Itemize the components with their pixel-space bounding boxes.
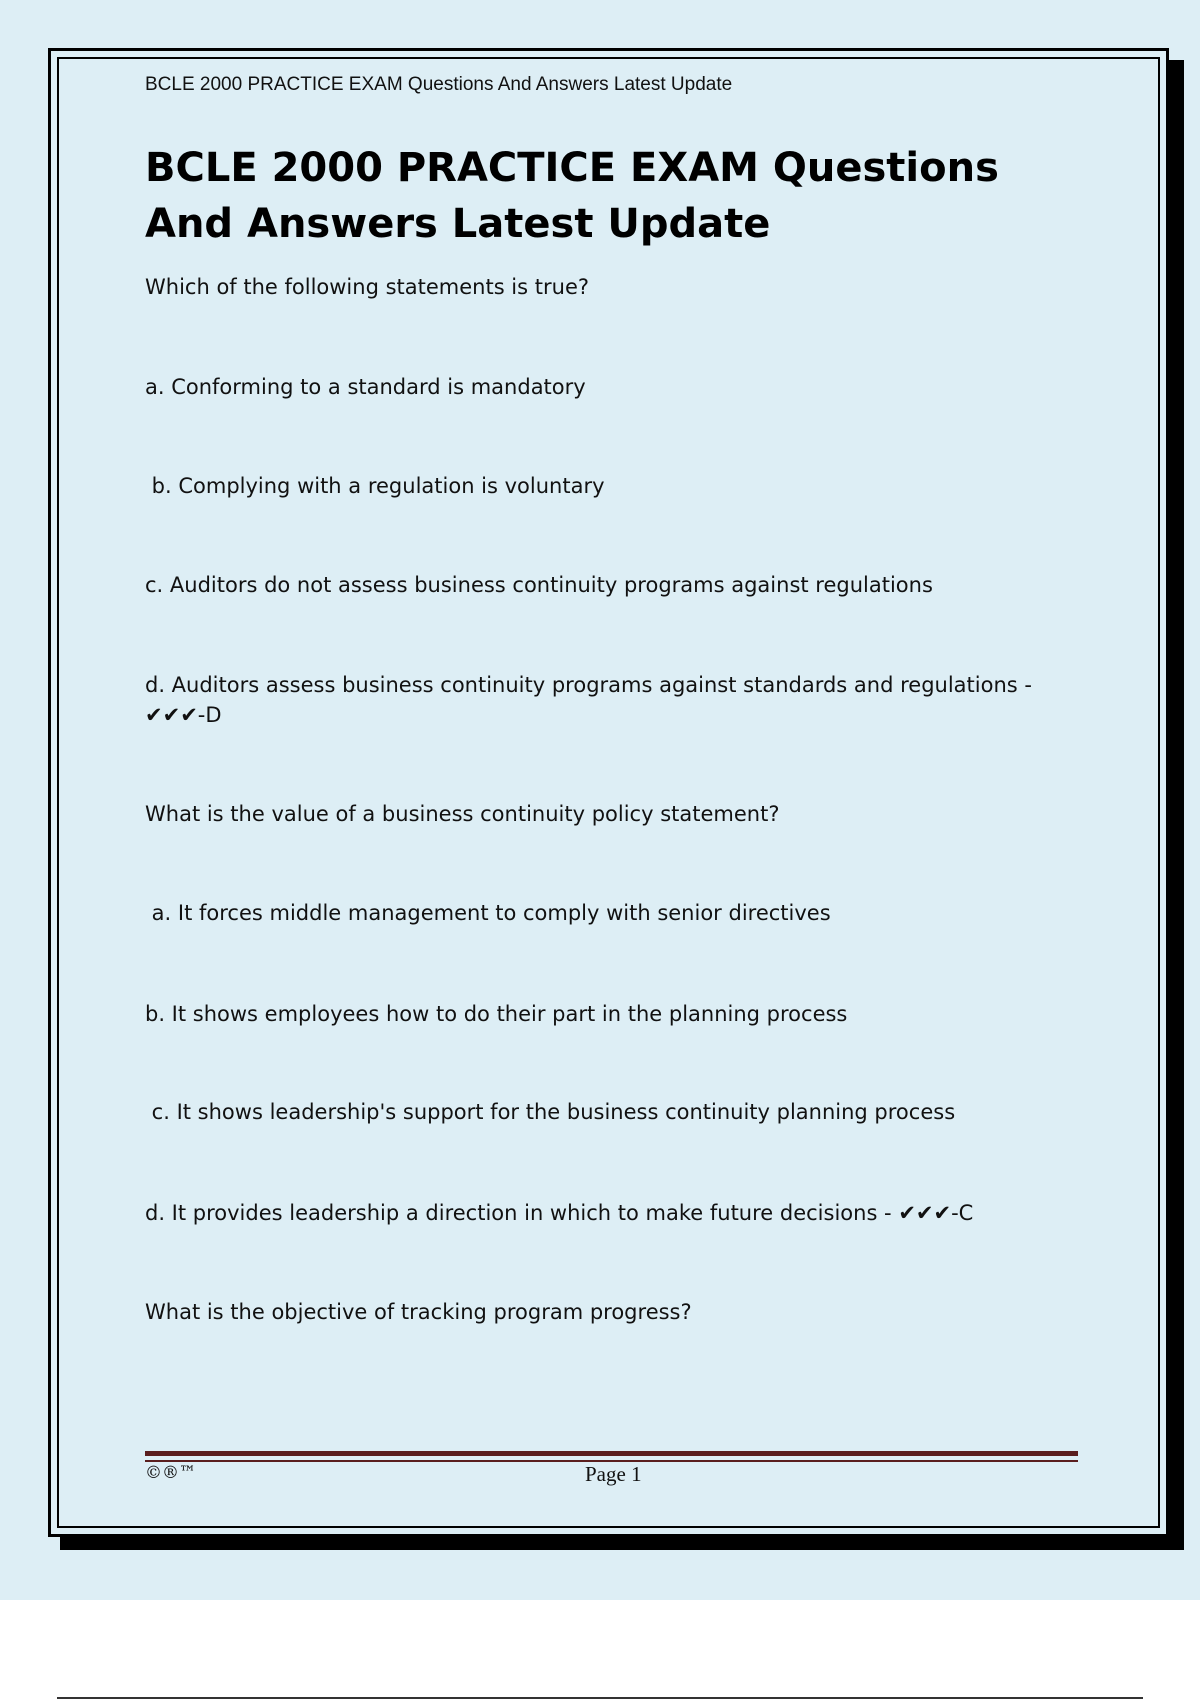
document-title: BCLE 2000 PRACTICE EXAM Questions And Answers Latest Update xyxy=(145,145,999,247)
question-2-option-d-answer: d. It provides leadership a direction in which to make future decisions - ✔✔✔-C xyxy=(145,1201,974,1225)
question-3: What is the objective of tracking program progress? xyxy=(145,1300,692,1324)
question-2-option-a: a. It forces middle management to comply with senior directives xyxy=(145,901,831,925)
question-1-option-b: b. Complying with a regulation is voluntary xyxy=(145,474,605,498)
question-1-option-c: c. Auditors do not assess business continuity programs against regulations xyxy=(145,573,933,597)
question-1-option-d-answer: d. Auditors assess business continuity programs against standards and regulations - ✔✔✔-D xyxy=(145,673,1032,727)
next-page-divider xyxy=(57,1697,1143,1699)
running-header: BCLE 2000 PRACTICE EXAM Questions And Answers Latest Update xyxy=(145,74,733,95)
question-1: Which of the following statements is true? xyxy=(145,275,590,299)
question-1-option-a: a. Conforming to a standard is mandatory xyxy=(145,375,586,399)
footer-rule xyxy=(145,1451,1078,1456)
question-2-option-b: b. It shows employees how to do their part in the planning process xyxy=(145,1002,848,1026)
question-2: What is the value of a business continuity policy statement? xyxy=(145,802,780,826)
question-2-option-c: c. It shows leadership's support for the business continuity planning process xyxy=(145,1100,956,1124)
footer-page-number: Page 1 xyxy=(585,1462,642,1486)
footer-symbols: ©®™ xyxy=(145,1463,196,1483)
